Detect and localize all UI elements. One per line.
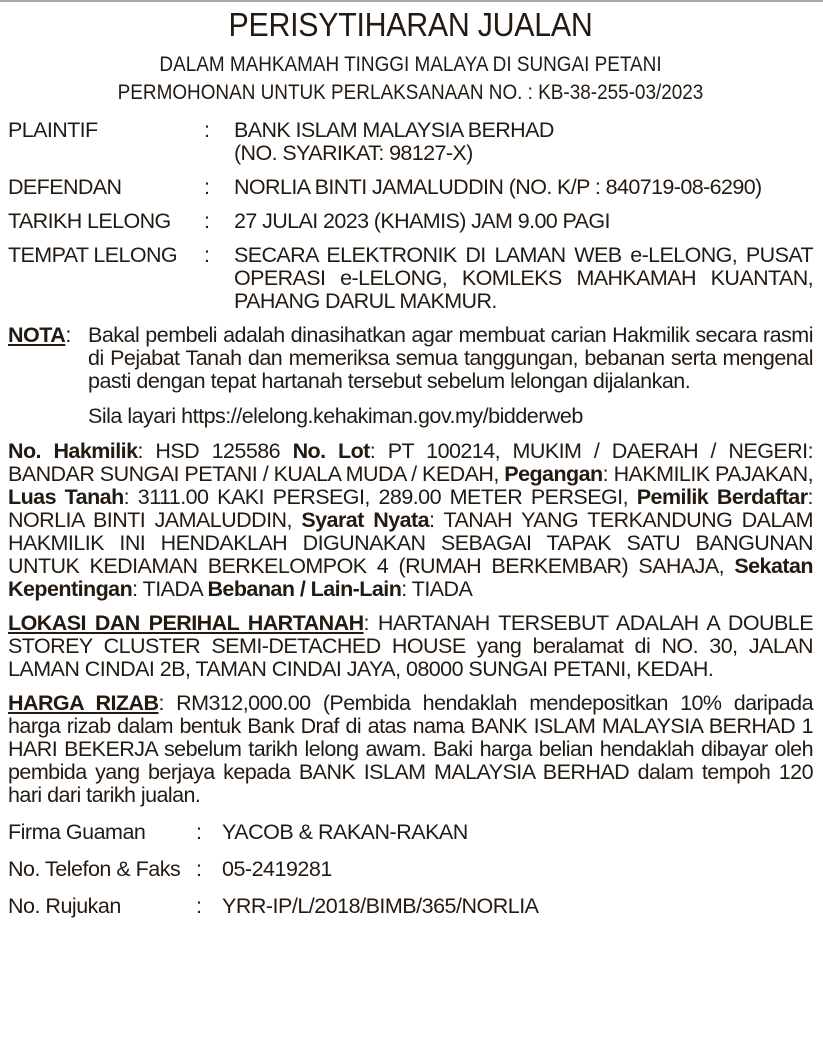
- court-name: DALAM MAHKAMAH TINGGI MALAYA DI SUNGAI PETANI: [159, 52, 662, 76]
- restriction-value: TIADA: [142, 577, 203, 601]
- reference-row: [8, 895, 813, 918]
- separator: :: [196, 857, 202, 881]
- registered-owner-label: Pemilik Berdaftar: [636, 485, 808, 509]
- reserve-price-heading: HARGA RIZAB: [8, 691, 159, 715]
- auction-venue-row: [8, 244, 813, 313]
- defendant-row: [8, 176, 813, 199]
- express-condition-value: TANAH YANG TERKANDUNG DALAM HAKMILIK INI HENDAKLAH DIGUNAKAN SEBAGAI TAPAK SATU BANGUNAN UNTUK KEDIAMAN BERKELOMPOK 4 (RUMAH BERKEMBAR) SAHAJA,: [8, 508, 814, 578]
- phone-fax-value: 05-2419281: [222, 857, 332, 881]
- separator: :: [196, 820, 202, 844]
- reference-label: No. Rujukan: [8, 894, 121, 918]
- location-text: HARTANAH TERSEBUT ADALAH A DOUBLE STOREY CLUSTER SEMI-DETACHED HOUSE yang beralamat di NO. 30, JALAN LAMAN CINDAI 2B, TAMAN CINDAI JAYA, 08000 SUNGAI PETANI, KEDAH.: [8, 611, 813, 681]
- auction-date-label: TARIKH LELONG: [8, 209, 171, 233]
- location-section: LOKASI DAN PERIHAL HARTANAH: HARTANAH TERSEBUT ADALAH A DOUBLE STOREY CLUSTER SEMI-DETACHED HOUSE yang beralamat di NO. 30, JALAN LAMAN CINDAI 2B, TAMAN CINDAI JAYA, 08000 SUNGAI PETANI, KEDAH.: [8, 611, 813, 681]
- reserve-price-section: HARGA RIZAB: RM312,000.00 (Pembida hendaklah mendepositkan 10% daripada harga rizab dalam bentuk Bank Draf di atas nama BANK ISLAM MALAYSIA BERHAD 1 HARI BEKERJA sebelum tarikh lelong awam. Baki harga belian hendaklah dibayar oleh pembida yang berjaya kepada BANK ISLAM MALAYSIA BERHAD dalam tempoh 120 hari dari tarikh jualan.: [8, 691, 813, 807]
- plaintiff-value: [234, 119, 813, 165]
- title-details: No. Hakmilik: HSD 125586 No. Lot: PT 100214, MUKIM / DAERAH / NEGERI: BANDAR SUNGAI PETANI / KUALA MUDA / KEDAH, Pegangan: HAKMILIK PAJAKAN, Luas Tanah: 3111.00 KAKI PERSEGI, 289.00 METER PERSEGI, Pemilik Berdaftar: NORLIA BINTI JAMALUDDIN, Syarat Nyata: TANAH YANG TERKANDUNG DALAM HAKMILIK INI HENDAKLAH DIGUNAKAN SEBAGAI TAPAK SATU BANGUNAN UNTUK KEDIAMAN BERKELOMPOK 4 (RUMAH BERKEMBAR) SAHAJA, Sekatan Kepentingan: TIADA Bebanan / Lain-Lain: TIADA: [8, 439, 814, 601]
- hakmilik-label: No. Hakmilik: [8, 439, 138, 463]
- document-title: PERISYTIHARAN JUALAN: [228, 6, 593, 43]
- law-firm-label: Firma Guaman: [8, 820, 146, 844]
- phone-fax-row: [8, 858, 813, 881]
- separator: :: [196, 894, 202, 918]
- registered-owner-value: NORLIA BINTI JAMALUDDIN,: [8, 508, 292, 532]
- restriction-label: Sekatan Kepentingan: [8, 554, 813, 601]
- auction-date-row: [8, 210, 813, 233]
- sale-proclamation: [8, 2, 813, 918]
- separator: :: [204, 243, 210, 267]
- separator: :: [204, 209, 210, 233]
- elelong-link[interactable]: Sila layari https://elelong.kehakiman.gov.my/bidderweb: [88, 404, 583, 428]
- land-area-value: 3111.00 KAKI PERSEGI, 289.00 METER PERSEGI,: [137, 485, 629, 509]
- lot-value: PT 100214, MUKIM / DAERAH / NEGERI: BANDAR SUNGAI PETANI / KUALA MUDA / KEDAH,: [8, 439, 813, 486]
- separator: :: [204, 175, 210, 199]
- solicitor-details: [8, 821, 813, 918]
- location-heading: LOKASI DAN PERIHAL HARTANAH: [8, 611, 364, 635]
- tenure-value: HAKMILIK PAJAKAN,: [613, 462, 813, 486]
- encumbrance-label: Bebanan / Lain-Lain: [207, 577, 402, 601]
- separator: :: [204, 118, 210, 142]
- application-number: PERMOHONAN UNTUK PERLAKSANAAN NO. : KB-38-255-03/2023: [117, 80, 704, 104]
- nota-section: [8, 324, 813, 393]
- plaintiff-name: BANK ISLAM MALAYSIA BERHAD: [234, 118, 554, 142]
- reserve-price-text: RM312,000.00 (Pembida hendaklah mendepositkan 10% daripada harga rizab dalam bentuk Bank Draf di atas nama BANK ISLAM MALAYSIA BERHAD 1 HARI BEKERJA sebelum tarikh lelong awam. Baki harga belian hendaklah dibayar oleh pembida yang berjaya kepada BANK ISLAM MALAYSIA BERHAD dalam tempoh 120 hari dari tarikh jualan.: [8, 691, 813, 807]
- plaintiff-row: [8, 119, 813, 165]
- tenure-label: Pegangan: [504, 462, 603, 486]
- nota-label: NOTA:: [8, 323, 71, 347]
- plaintiff-reg-no: (NO. SYARIKAT: 98127-X): [234, 141, 473, 165]
- law-firm-value: YACOB & RAKAN-RAKAN: [222, 820, 468, 844]
- phone-fax-label: No. Telefon & Faks: [8, 857, 181, 881]
- auction-venue-label: TEMPAT LELONG: [8, 243, 178, 267]
- auction-venue-value: SECARA ELEKTRONIK DI LAMAN WEB e-LELONG, PUSAT OPERASI e-LELONG, KOMLEKS MAHKAMAH KUANTAN, PAHANG DARUL MAKMUR.: [234, 243, 813, 313]
- hakmilik-value: HSD 125586: [155, 439, 281, 463]
- nota-text: Bakal pembeli adalah dinasihatkan agar membuat carian Hakmilik secara rasmi di Pejabat Tanah dan memeriksa semua tanggungan, bebanan serta mengenal pasti dengan tepat hartanah tersebut sebelum lelongan dijalankan.: [88, 323, 813, 393]
- defendant-value: NORLIA BINTI JAMALUDDIN (NO. K/P : 840719-08-6290): [234, 175, 762, 199]
- auction-date-value: 27 JULAI 2023 (KHAMIS) JAM 9.00 PAGI: [234, 209, 610, 233]
- land-area-label: Luas Tanah: [8, 485, 124, 509]
- nota-heading: NOTA: [8, 323, 66, 347]
- defendant-label: DEFENDAN: [8, 175, 122, 199]
- law-firm-row: [8, 821, 813, 844]
- lot-label: No. Lot: [292, 439, 370, 463]
- plaintiff-label: PLAINTIF: [8, 118, 98, 142]
- encumbrance-value: TIADA: [411, 577, 473, 601]
- reference-value: YRR-IP/L/2018/BIMB/365/NORLIA: [222, 894, 539, 918]
- express-condition-label: Syarat Nyata: [301, 508, 430, 532]
